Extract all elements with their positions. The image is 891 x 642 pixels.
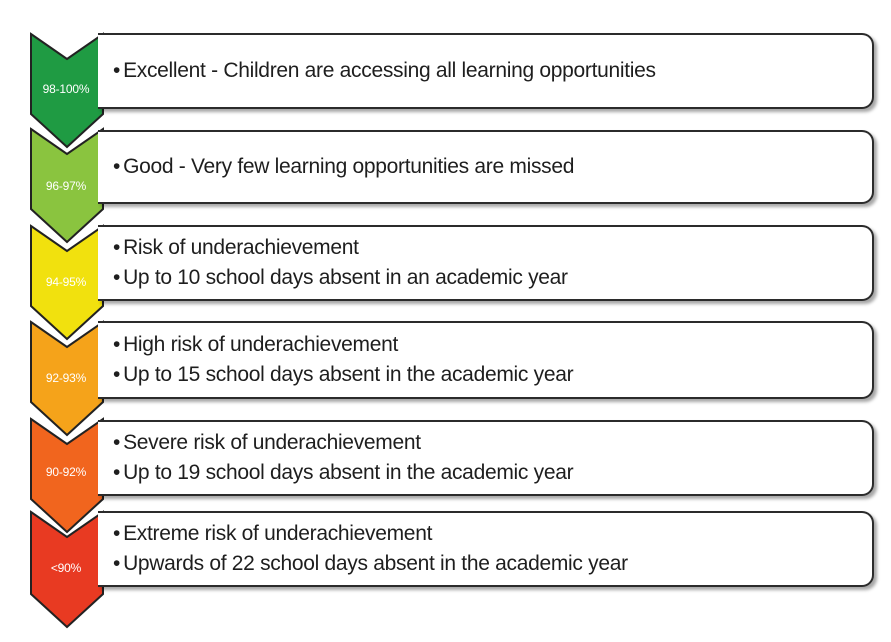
description-line: [113, 152, 872, 182]
description-text: Extreme risk of underachievement: [123, 522, 433, 545]
bullet: •: [113, 461, 121, 484]
description-line: [113, 263, 872, 293]
description-text: High risk of underachievement: [123, 333, 399, 356]
band-label: 96-97%: [45, 179, 87, 193]
band-label: 92-93%: [45, 371, 87, 385]
description-line: [113, 56, 872, 86]
bullet: •: [113, 522, 121, 545]
band-label: 94-95%: [45, 275, 87, 289]
description-box: [98, 420, 874, 496]
bullet: •: [113, 431, 121, 454]
description-line: [113, 360, 872, 390]
description-line: [113, 519, 872, 549]
description-line: [113, 428, 872, 458]
description-box: [98, 225, 874, 301]
band-row-under-90: [0, 511, 891, 629]
description-box: [98, 321, 874, 399]
description-box: [98, 33, 874, 109]
bullet: •: [113, 266, 121, 289]
description-box: [98, 511, 874, 587]
description-text: Up to 15 school days absent in the academic year: [123, 363, 574, 386]
bullet: •: [113, 155, 121, 178]
bullet: •: [113, 236, 121, 259]
description-line: [113, 330, 872, 360]
description-text: Severe risk of underachievement: [123, 431, 421, 454]
bullet: •: [113, 333, 121, 356]
description-line: [113, 458, 872, 488]
description-text: Up to 19 school days absent in the academic year: [123, 461, 574, 484]
description-text: Up to 10 school days absent in an academic year: [123, 266, 568, 289]
description-text: Excellent - Children are accessing all learning opportunities: [123, 59, 656, 82]
bullet: •: [113, 59, 121, 82]
bullet: •: [113, 363, 121, 386]
description-text: Risk of underachievement: [123, 236, 359, 259]
band-label: 98-100%: [42, 82, 90, 96]
description-text: Upwards of 22 school days absent in the academic year: [123, 552, 628, 575]
description-line: [113, 233, 872, 263]
description-box: [98, 130, 874, 204]
description-line: [113, 549, 872, 579]
bullet: •: [113, 552, 121, 575]
description-text: Good - Very few learning opportunities are missed: [123, 155, 575, 178]
band-label: <90%: [50, 561, 82, 575]
band-label: 90-92%: [45, 465, 87, 479]
